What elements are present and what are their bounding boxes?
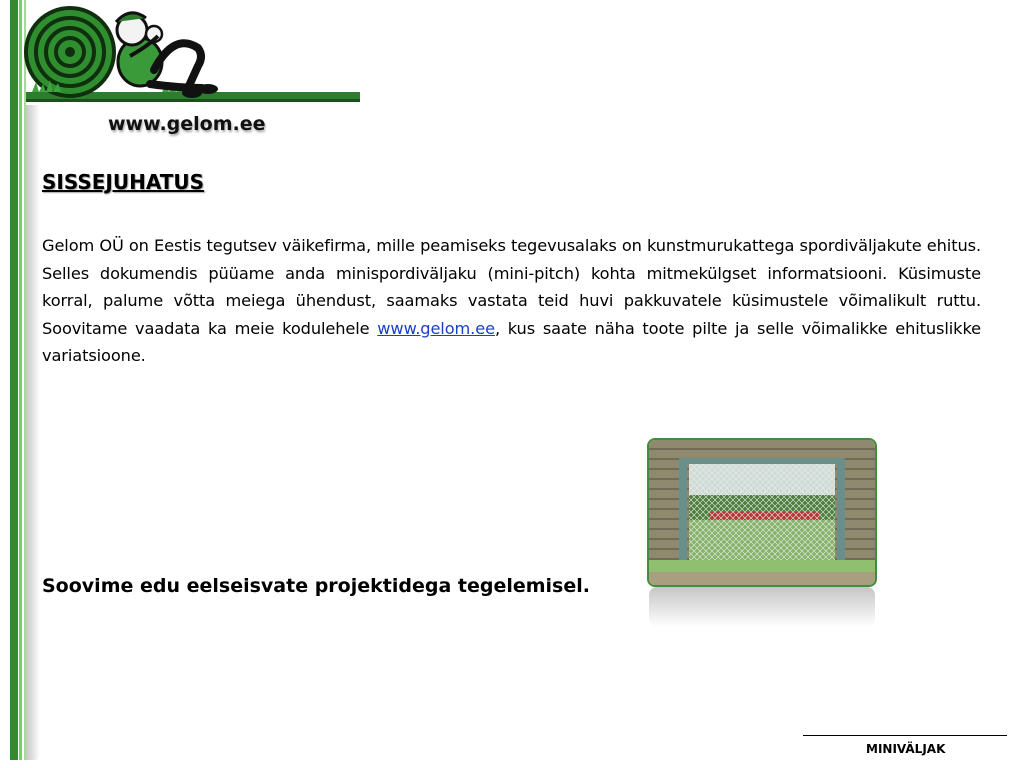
intro-text-start: Gelom OÜ on Eestis tegutsev väikefirma, mille peamiseks tegevusalaks on kunstmurukattega spordiväljakute ehitus. Selles dokumendis püüame anda minispordiväljaku (mini-pitch) kohta mitmekülgset informatsiooni. Küsimuste korral, palume võtta meiega ühendust, saamaks vastata teid huvi pakkuvatele küsimustele võimalikult ruttu. Soovitame vaadata ka meie kodulehele [42, 236, 981, 338]
intro-paragraph [42, 232, 981, 370]
closing-statement: Soovime edu eelseisvate projektidega tegelemisel. [42, 575, 590, 597]
left-light-green-bar [19, 0, 22, 760]
left-green-bar [10, 0, 18, 760]
footer-label: MINIVÄLJAK [866, 742, 946, 756]
left-gray-shadow-bar [26, 105, 40, 760]
website-link[interactable]: www.gelom.ee [377, 318, 495, 338]
footer-divider [803, 735, 1007, 736]
photo-frame [647, 438, 877, 587]
mini-pitch-photo [647, 438, 877, 628]
section-heading: SISSEJUHATUS [42, 170, 205, 194]
photo-reflection [649, 587, 875, 627]
grass-roll-mascot-icon [22, 0, 367, 108]
mini-pitch-goal-icon [649, 440, 875, 585]
logo [22, 0, 367, 108]
site-url[interactable]: www.gelom.ee [108, 113, 266, 135]
intro-text-end: , kus saate näha toote pilte ja selle võimalikke ehituslikke variatsioone. [42, 318, 981, 365]
